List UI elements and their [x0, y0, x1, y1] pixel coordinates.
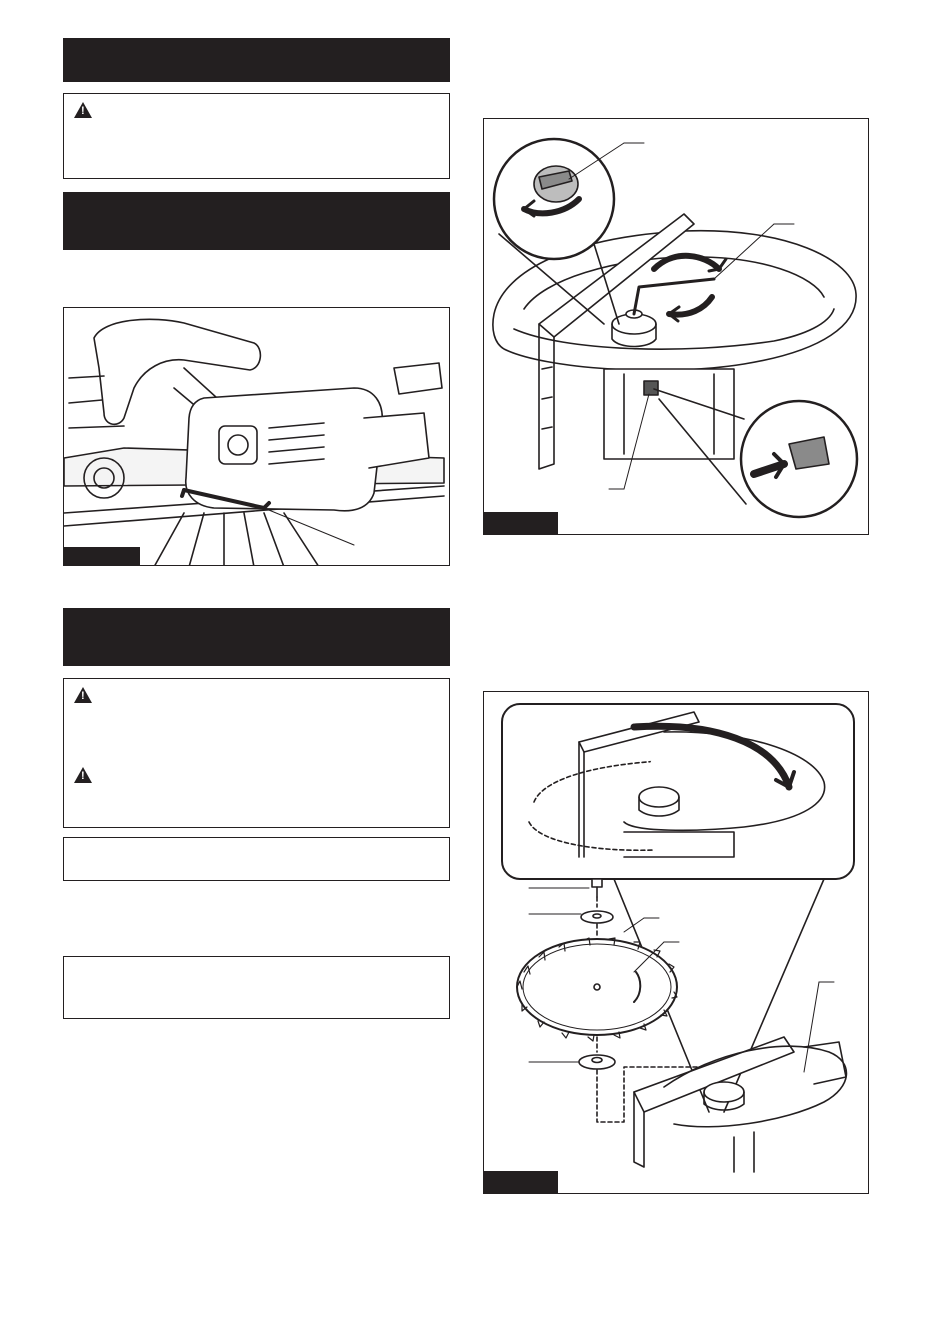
- figure-label-tab: [484, 512, 558, 534]
- section-3-heading-band: [63, 608, 450, 666]
- section-2-heading-band: [63, 192, 450, 250]
- figure-label-tab: [484, 1171, 558, 1193]
- note-box-2: [63, 956, 450, 1019]
- figure-label-tab: [64, 547, 140, 565]
- saw-base-illustration: [64, 308, 450, 566]
- warning-triangle-icon: [74, 102, 92, 118]
- hex-wrench-storage-figure: [63, 307, 450, 566]
- shaft-lock-illustration: [484, 119, 869, 535]
- warning-triangle-icon: [74, 687, 92, 703]
- shaft-lock-figure: [483, 118, 869, 535]
- blade-installation-figure: [483, 691, 869, 1194]
- note-box-1: [63, 837, 450, 881]
- section-1-heading-band: [63, 38, 450, 82]
- blade-installation-illustration: [484, 692, 869, 1194]
- section-3-warning-box: [63, 678, 450, 828]
- warning-triangle-icon: [74, 767, 92, 783]
- section-1-warning-box: [63, 93, 450, 179]
